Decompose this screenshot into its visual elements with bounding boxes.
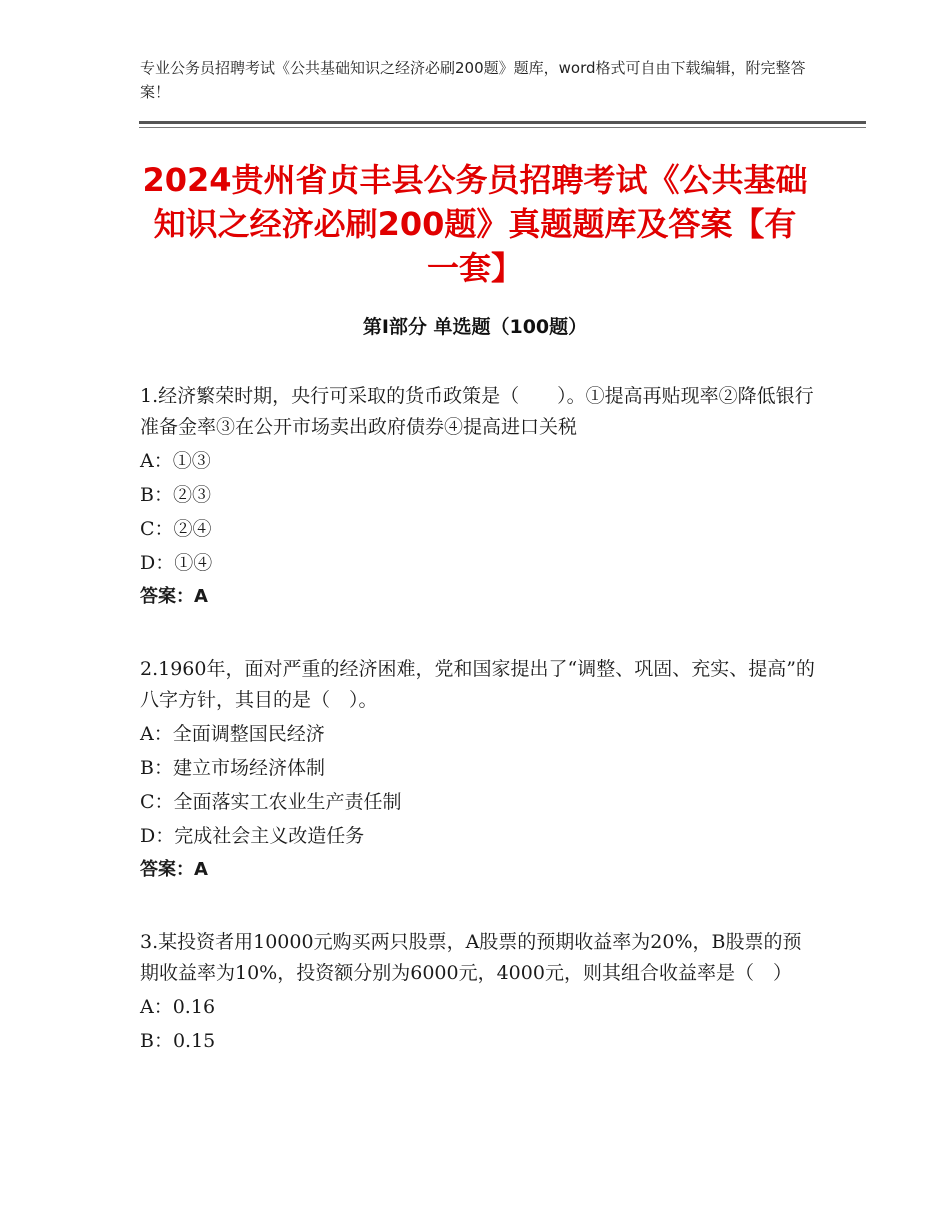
question-stem: 3.某投资者用10000元购买两只股票，A股票的预期收益率为20%，B股票的预期收益率为10%，投资额分别为6000元，4000元，则其组合收益率是（ ） [140,931,802,984]
option-c: C：②④ [140,518,212,540]
header-divider-thick [139,121,866,124]
option-d: D：①④ [140,552,213,574]
header-note: 专业公务员招聘考试《公共基础知识之经济必刷200题》题库，word格式可自由下载编辑，附完整答案！ [140,59,806,101]
option-a: A：①③ [140,450,211,472]
option-a: A：0.16 [140,996,216,1018]
option-b: B：建立市场经济体制 [140,757,325,779]
header-divider-thin [139,127,866,128]
answer: 答案：A [140,586,208,607]
question-2 [140,654,820,887]
option-b: B：②③ [140,484,211,506]
document-title: 2024贵州省贞丰县公务员招聘考试《公共基础知识之经济必刷200题》真题题库及答案【有一套】 [142,161,808,287]
option-d: D：完成社会主义改造任务 [140,825,365,847]
option-c: C：全面落实工农业生产责任制 [140,791,402,813]
question-stem: 2.1960年，面对严重的经济困难，党和国家提出了“调整、巩固、充实、提高”的八字方针，其目的是（ ）。 [140,658,815,711]
question-3 [140,927,820,1058]
section-title: 第Ⅰ部分 单选题（100题） [362,316,588,338]
question-stem: 1.经济繁荣时期，央行可采取的货币政策是（ ）。①提高再贴现率②降低银行准备金率③在公开市场卖出政府债券④提高进口关税 [140,385,814,438]
option-a: A：全面调整国民经济 [140,723,325,745]
option-b: B：0.15 [140,1030,216,1052]
answer: 答案：A [140,859,208,880]
question-1 [140,381,820,614]
